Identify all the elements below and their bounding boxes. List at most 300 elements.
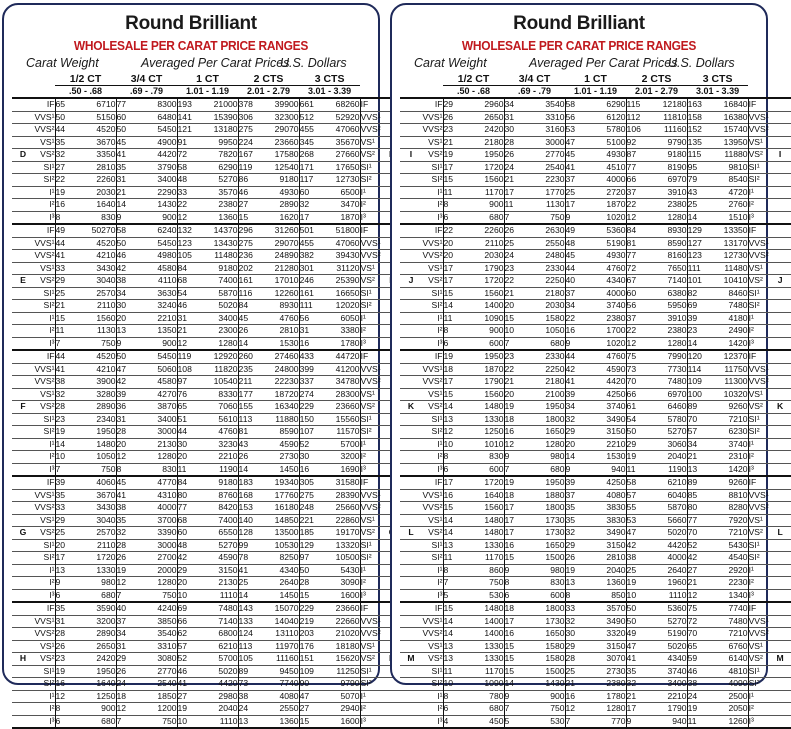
total-price-value: 1870 [606,199,626,209]
total-price-value: 31260 [274,225,299,235]
per-carat-value: 21 [55,300,77,313]
table-row [12,539,403,552]
total-price-value: 11880 [724,149,748,159]
per-carat-value: 17 [504,615,526,628]
total-price-value: 1280 [606,703,626,713]
color-grade [400,325,422,338]
clarity-label: VVS¹ [748,489,769,500]
color-grade [400,438,422,451]
per-carat-value: 24 [687,690,709,703]
clarity-label: SI² [431,300,443,310]
per-carat-value: 50 [626,602,648,615]
table-row [12,589,403,602]
total-price-value: 1690 [340,463,360,474]
clarity-label: I¹ [437,312,443,323]
table-row [12,376,403,389]
total-price-value: 4080 [606,489,626,500]
total-price-value: 1170 [485,186,504,197]
per-carat-value: 50 [626,615,648,628]
table-row [400,287,791,300]
clarity-label: VVS² [748,376,769,386]
clarity-label: VVS¹ [422,489,443,500]
table-row [12,527,403,540]
total-price-value: 2920 [728,564,748,575]
color-grade-block [12,224,403,350]
clarity-label: I³ [748,337,769,350]
per-carat-value: 229 [299,602,321,615]
total-price-value: 6710 [96,99,116,109]
total-price-value: 9180 [279,174,299,184]
clarity-label: IF [46,351,55,361]
carat-size-header: 2 CTS [626,73,687,86]
per-carat-value: 7 [504,337,526,350]
per-carat-value: 9 [504,690,526,703]
color-grade [12,124,34,137]
total-price-value: 1130 [97,325,116,335]
carat-range-header: 1.01 - 1.19 [565,86,626,99]
total-price-value: 9950 [218,136,238,147]
clarity-label: VS¹ [428,388,443,399]
per-carat-value: 65 [177,401,199,414]
color-grade-block [12,476,403,602]
total-price-value: 1700 [606,325,626,335]
per-carat-value: 12 [55,690,77,703]
clarity-label: I³ [437,337,443,348]
per-carat-value: 77 [687,514,709,527]
color-grade [769,476,791,489]
clarity-label: IF [748,224,769,237]
total-price-value: 3230 [218,438,238,449]
total-price-value: 2420 [484,124,504,134]
per-carat-value: 9 [565,211,587,224]
per-carat-value: 60 [116,111,138,124]
table-row [12,514,403,527]
per-carat-value: 260 [238,350,260,363]
total-price-value: 1350 [157,325,177,335]
total-price-value: 2940 [340,703,360,713]
clarity-label: IF [360,602,381,615]
per-carat-value: 22 [55,174,77,187]
total-price-value: 15070 [274,603,299,613]
per-carat-value: 268 [299,149,321,162]
total-price-value: 1280 [667,337,687,348]
per-carat-value: 152 [687,124,709,137]
total-price-value: 17010 [274,275,299,285]
per-carat-value: 22 [504,363,526,376]
color-grade [12,224,34,237]
per-carat-value: 41 [238,564,260,577]
total-price-value: 7210 [728,413,748,424]
clarity-label: SI² [748,426,769,439]
clarity-label: VVS¹ [360,363,381,374]
total-price-value: 6800 [218,628,238,638]
per-carat-value: 11 [55,325,77,338]
per-carat-value: 219 [299,615,321,628]
color-grade [12,715,34,728]
table-row [12,502,403,515]
total-price-value: 1620 [279,211,299,222]
color-grade [400,262,422,275]
per-carat-value: 23 [504,262,526,275]
per-carat-value: 151 [299,653,321,666]
total-price-value: 2700 [157,552,177,562]
per-carat-value: 203 [299,628,321,641]
total-price-value: 9810 [728,161,748,172]
per-carat-value: 41 [116,149,138,162]
table-row [12,602,403,615]
total-price-value: 17580 [274,149,299,159]
total-price-value: 13170 [723,237,748,248]
color-grade [400,388,422,401]
per-carat-value: 20 [177,577,199,590]
per-carat-value: 26 [116,552,138,565]
total-price-value: 750 [550,703,565,713]
per-carat-value: 12 [626,337,648,350]
per-carat-value: 38 [626,552,648,565]
total-price-value: 1400 [484,300,504,310]
total-price-value: 680 [550,337,565,348]
total-price-value: 2500 [728,690,748,701]
total-price-value: 13180 [213,124,238,134]
per-carat-value: 66 [626,388,648,401]
per-carat-value: 11 [443,665,465,678]
clarity-label: I² [49,451,55,461]
per-carat-value: 39 [687,312,709,325]
per-carat-value: 117 [299,174,321,187]
total-price-value: 2030 [545,300,565,310]
per-carat-value: 34 [687,438,709,451]
color-grade-block [12,602,403,728]
clarity-label: I² [437,199,443,209]
color-grade [12,451,34,464]
per-carat-value: 19 [443,350,465,363]
clarity-label: I¹ [437,690,443,701]
carat-size-header: 3/4 CT [504,73,565,86]
total-price-value: 2330 [545,351,565,361]
per-carat-value: 31 [116,174,138,187]
per-carat-value: 193 [177,98,199,111]
clarity-label: I³ [49,211,55,222]
table-row [400,350,791,363]
per-carat-value: 8 [443,199,465,212]
per-carat-value: 177 [238,388,260,401]
total-price-value: 5020 [667,527,687,537]
total-price-value: 1450 [279,589,299,600]
per-carat-value: 32 [55,388,77,401]
color-grade [400,589,422,602]
total-price-value: 3150 [606,640,626,651]
total-price-value: 2890 [279,199,299,209]
per-carat-value: 53 [565,124,587,137]
total-price-value: 830 [489,451,504,461]
per-carat-value: 107 [299,426,321,439]
total-price-value: 9450 [279,665,299,676]
price-table [400,73,791,729]
total-price-value: 1280 [218,337,238,348]
total-price-value: 3040 [96,514,116,525]
total-price-value: 5950 [667,300,687,310]
per-carat-value: 40 [116,602,138,615]
color-grade: L [408,527,414,537]
per-carat-value: 66 [626,174,648,187]
total-price-value: 4590 [279,438,299,449]
per-carat-value: 111 [687,262,709,275]
clarity-label: VS¹ [360,640,381,653]
total-price-value: 1720 [484,477,504,487]
total-price-value: 44720 [335,351,360,361]
per-carat-value: 44 [565,262,587,275]
clarity-label: I² [360,703,381,716]
total-price-value: 4210 [96,363,116,374]
total-price-value: 3200 [340,451,360,461]
per-carat-value: 6 [55,715,77,728]
total-price-value: 1800 [545,413,565,424]
per-carat-value: 42 [565,363,587,376]
table-row [12,250,403,263]
total-price-value: 1780 [606,690,626,701]
clarity-label: I² [49,325,55,335]
color-grade [12,98,34,111]
total-price-value: 11160 [275,653,299,663]
carat-size-header: 2 CTS [238,73,299,86]
per-carat-value: 45 [565,250,587,263]
total-price-value: 1480 [484,514,504,525]
color-grade [400,640,422,653]
per-carat-value: 25 [687,199,709,212]
clarity-label: VVS¹ [34,363,55,374]
total-price-value: 11750 [724,363,748,374]
per-carat-value: 35 [55,489,77,502]
per-carat-value: 77 [177,502,199,515]
per-carat-value: 85 [687,489,709,502]
color-grade [400,211,422,224]
per-carat-value: 7 [116,589,138,602]
total-price-value: 8250 [279,552,299,562]
clarity-label: VS² [360,149,381,162]
table-row [12,438,403,451]
total-price-value: 6050 [340,312,360,323]
total-price-value: 940 [611,463,626,474]
total-price-value: 1580 [545,653,565,663]
clarity-label: I³ [49,337,55,348]
table-row [400,602,791,615]
carat-weight-label: Carat Weight [414,56,487,70]
per-carat-value: 6 [55,589,77,602]
per-carat-value: 19 [626,577,648,590]
per-carat-value: 9 [565,337,587,350]
color-grade [769,300,791,313]
color-grade [769,98,791,111]
total-price-value: 530 [550,715,565,726]
color-grade [769,438,791,451]
per-carat-value: 80 [687,502,709,515]
color-grade [769,577,791,590]
total-price-value: 7730 [667,363,687,374]
total-price-value: 11570 [336,426,360,436]
total-price-value: 2960 [484,99,504,109]
total-price-value: 3430 [96,262,116,273]
per-carat-value: 30 [177,438,199,451]
clarity-label: I³ [437,715,443,726]
total-price-value: 7920 [728,514,748,525]
per-carat-value: 6 [504,589,526,602]
total-price-value: 2810 [279,325,299,335]
per-carat-value: 12 [177,337,199,350]
per-carat-value: 19 [55,665,77,678]
color-grade [769,363,791,376]
card-subtitle: WHOLESALE PER CARAT PRICE RANGES [461,38,697,53]
per-carat-value: 16 [55,678,77,691]
per-carat-value: 33 [177,186,199,199]
color-grade [769,463,791,476]
total-price-value: 15560 [335,413,360,424]
total-price-value: 4980 [157,250,177,260]
clarity-label: VVS¹ [34,489,55,500]
total-price-value: 3630 [157,287,177,298]
clarity-label: VS² [748,275,769,288]
carat-size-header: 3 CTS [687,73,748,86]
total-price-value: 5150 [96,111,116,122]
per-carat-value: 21 [504,287,526,300]
per-carat-value: 11 [443,552,465,565]
per-carat-value: 112 [626,111,648,124]
total-price-value: 3150 [606,426,626,436]
total-price-value: 6040 [667,489,687,500]
total-price-value: 3390 [157,527,177,537]
per-carat-value: 70 [626,376,648,389]
per-carat-value: 84 [177,476,199,489]
total-price-value: 2330 [545,262,565,273]
total-price-value: 1870 [484,363,504,374]
per-carat-value: 38 [55,376,77,389]
per-carat-value: 41 [565,161,587,174]
total-price-value: 3830 [606,514,626,525]
clarity-label: I¹ [49,438,55,449]
total-price-value: 4720 [728,186,748,197]
total-price-value: 1500 [545,552,565,562]
per-carat-value: 27 [177,690,199,703]
table-row [400,438,791,451]
clarity-label: VVS¹ [34,237,55,248]
total-price-value: 2550 [279,703,299,713]
total-price-value: 4000 [667,552,687,562]
total-price-value: 4420 [606,376,626,386]
total-price-value: 2770 [157,665,177,676]
color-grade [12,312,34,325]
color-grade [400,552,422,565]
clarity-label: I³ [437,463,443,474]
per-carat-value: 14 [443,401,465,414]
total-price-value: 3900 [96,376,116,386]
total-price-value: 1280 [157,577,177,587]
per-carat-value: 10 [177,589,199,602]
total-price-value: 10410 [723,275,748,285]
color-grade [12,665,34,678]
total-price-value: 1260 [728,715,748,726]
carat-range-header: .50 - .68 [55,86,116,99]
per-carat-value: 15 [504,552,526,565]
clarity-label: VS² [748,527,769,540]
clarity-label: SI¹ [431,539,443,550]
color-grade-block [400,476,791,602]
per-carat-value: 77 [626,250,648,263]
color-grade-block [400,350,791,476]
per-carat-value: 46 [687,665,709,678]
total-price-value: 2770 [545,149,565,159]
per-carat-value: 26 [238,325,260,338]
total-price-value: 1250 [96,690,116,701]
clarity-label: SI¹ [43,161,55,172]
total-price-value: 3700 [157,514,177,525]
color-grade [769,350,791,363]
total-price-value: 10500 [335,552,360,562]
per-carat-value: 211 [238,376,260,389]
color-grade: I [409,149,413,159]
clarity-label: VVS² [422,250,443,260]
clarity-label: VS² [748,149,769,162]
table-row [400,224,791,237]
total-price-value: 3350 [96,149,116,159]
per-carat-value: 45 [116,476,138,489]
per-carat-value: 59 [687,653,709,666]
per-carat-value: 7 [504,463,526,476]
total-price-value: 1530 [606,451,626,461]
per-carat-value: 29 [565,640,587,653]
total-price-value: 1020 [606,211,626,222]
per-carat-value: 301 [299,262,321,275]
per-carat-value: 26 [55,640,77,653]
total-price-value: 3380 [340,325,360,335]
total-price-value: 3000 [157,539,177,550]
color-grade [769,161,791,174]
color-grade [400,577,422,590]
per-carat-value: 21 [504,174,526,187]
total-price-value: 2210 [606,438,626,449]
total-price-value: 1340 [728,589,748,600]
total-price-value: 1650 [545,539,565,550]
per-carat-value: 41 [116,489,138,502]
total-price-value: 13350 [723,225,748,235]
total-price-value: 600 [489,337,504,348]
per-carat-value: 16 [565,325,587,338]
clarity-label: I¹ [437,186,443,197]
color-grade [400,476,422,489]
per-carat-value: 15 [504,653,526,666]
total-price-value: 5700 [218,653,238,663]
total-price-value: 450 [489,715,504,726]
per-carat-value: 31 [177,312,199,325]
table-row [12,224,403,237]
clarity-label: SI² [748,552,769,565]
total-price-value: 2340 [96,413,116,424]
clarity-label: VVS² [422,376,443,386]
table-row [12,388,403,401]
per-carat-value: 30 [565,628,587,641]
total-price-value: 15620 [335,653,360,663]
clarity-label: SI¹ [748,287,769,300]
per-carat-value: 72 [687,615,709,628]
clarity-label: I¹ [360,438,381,451]
clarity-label: VS¹ [40,136,55,147]
table-row [400,514,791,527]
total-price-value: 4090 [728,678,748,688]
per-carat-value: 19 [55,186,77,199]
color-grade [769,136,791,149]
per-carat-value: 25 [626,564,648,577]
per-carat-value: 31 [504,111,526,124]
per-carat-value: 9 [504,564,526,577]
total-price-value: 5270 [218,539,238,550]
